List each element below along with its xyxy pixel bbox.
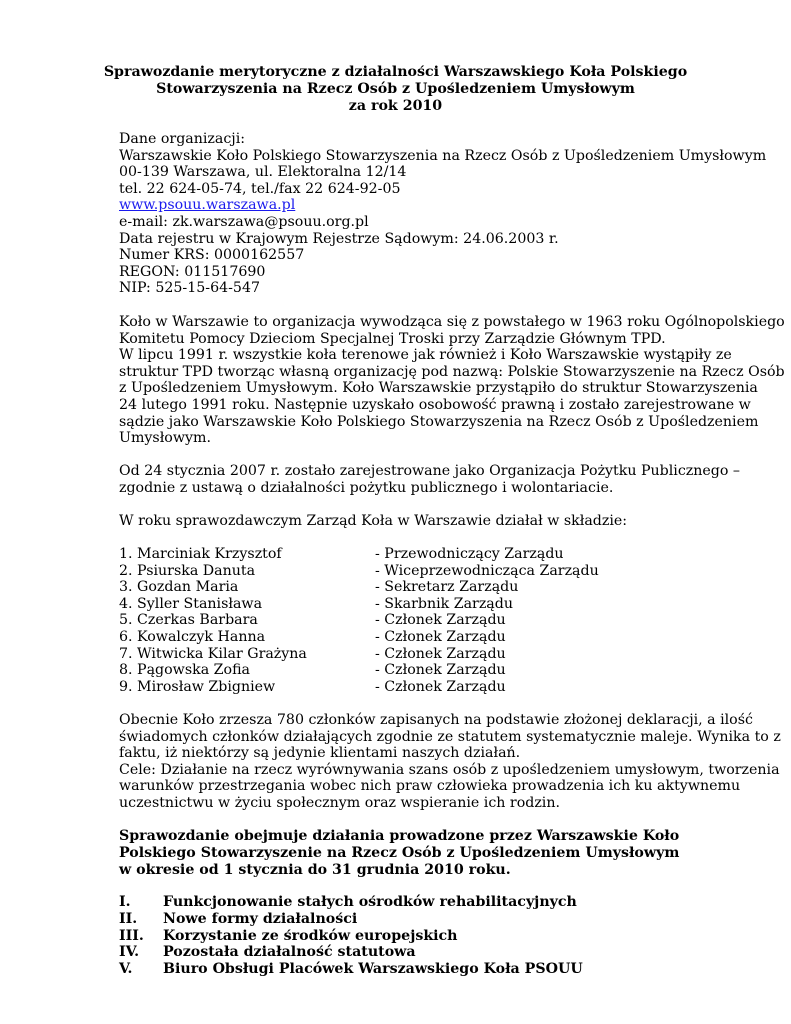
title-line-3: za rok 2010: [348, 97, 443, 114]
report-title: [0, 64, 791, 114]
board-member-row: [119, 546, 719, 563]
member-role: - Przewodniczący Zarządu: [375, 546, 564, 562]
toc-text: Korzystanie ze środków europejskich: [163, 927, 458, 944]
opp-paragraph: [119, 463, 741, 496]
paragraph-line: Cele: Działanie na rzecz wyrównywania szans osób z upośledzeniem umysłowym, tworzenia: [119, 761, 780, 778]
member-name: 1. Marciniak Krzysztof: [119, 546, 282, 562]
toc-text: Nowe formy działalności: [163, 910, 358, 927]
org-email: e-mail: zk.warszawa@psouu.org.pl: [119, 213, 369, 230]
toc-number: IV.: [119, 944, 140, 961]
title-line-1: Sprawozdanie merytoryczne z działalności Warszawskiego Koła Polskiego: [103, 64, 688, 80]
board-member-row: [119, 629, 719, 646]
toc-item: [119, 961, 719, 978]
org-nip: NIP: 525-15-64-547: [119, 280, 260, 297]
board-member-row: [119, 563, 719, 580]
toc-text: Funkcjonowanie stałych ośrodków rehabilitacyjnych: [163, 894, 577, 910]
org-regon: REGON: 011517690: [119, 263, 266, 280]
history-paragraph: [119, 314, 785, 447]
paragraph-line: świadomych członków działających zgodnie ze statutem systematycznie maleje. Wynika to z: [119, 728, 781, 745]
member-name: 8. Pągowska Zofia: [119, 662, 250, 679]
member-name: 3. Gozdan Maria: [119, 579, 239, 596]
board-intro-text: W roku sprawozdawczym Zarząd Koła w Warszawie działał w składzie:: [119, 513, 628, 529]
toc-item: [119, 928, 719, 945]
toc-number: V.: [119, 961, 133, 978]
paragraph-line: zgodnie z ustawą o działalności pożytku publicznego i wolontariacie.: [119, 479, 614, 496]
member-role: - Członek Zarządu: [375, 678, 506, 695]
paragraph-line: Umysłowym.: [119, 430, 211, 447]
org-website-link[interactable]: www.psouu.warszawa.pl: [119, 197, 296, 214]
org-phone: tel. 22 624-05-74, tel./fax 22 624-92-05: [119, 180, 401, 197]
member-role: - Sekretarz Zarządu: [375, 579, 519, 596]
paragraph-line: 24 lutego 1991 roku. Następnie uzyskało osobowość prawną i zostało zarejestrowane w: [119, 396, 751, 413]
member-name: 4. Syller Stanisława: [119, 595, 263, 612]
board-member-row: [119, 579, 719, 596]
paragraph-line: warunków przestrzegania wobec nich praw człowieka prowadzenia ich ku aktywnemu: [119, 778, 741, 795]
scope-line: Sprawozdanie obejmuje działania prowadzone przez Warszawskie Koło: [119, 828, 680, 844]
board-intro: [119, 513, 719, 530]
org-krs: Numer KRS: 0000162557: [119, 247, 305, 264]
scope-line: w okresie od 1 stycznia do 31 grudnia 2010 roku.: [119, 861, 511, 878]
member-role: - Członek Zarządu: [375, 628, 506, 645]
members-paragraph: [119, 712, 781, 812]
member-role: - Wiceprzewodnicząca Zarządu: [375, 562, 599, 579]
paragraph-line: Obecnie Koło zrzesza 780 członków zapisanych na podstawie złożonej deklaracji, a ilość: [119, 712, 753, 728]
board-member-row: [119, 612, 719, 629]
board-member-row: [119, 662, 719, 679]
paragraph-line: struktur TPD tworząc własną organizację pod nazwą: Polskie Stowarzyszenie na Rzecz Osób: [119, 363, 785, 380]
toc-number: I.: [119, 894, 131, 910]
scope-line: Polskiego Stowarzyszenie na Rzecz Osób z Upośledzeniem Umysłowym: [119, 844, 680, 861]
toc-text: Biuro Obsługi Placówek Warszawskiego Koła PSOUU: [163, 961, 583, 978]
member-role: - Członek Zarządu: [375, 662, 506, 679]
member-role: - Członek Zarządu: [375, 612, 506, 629]
table-of-contents: [119, 894, 719, 978]
board-member-row: [119, 679, 719, 696]
member-name: 9. Mirosław Zbigniew: [119, 678, 276, 695]
paragraph-line: Koło w Warszawie to organizacja wywodząca się z powstałego w 1963 roku Ogólnopolskiego: [119, 314, 785, 330]
paragraph-line: z Upośledzeniem Umysłowym. Koło Warszawskie przystąpiło do struktur Stowarzyszenia: [119, 380, 758, 397]
title-line-2: Stowarzyszenia na Rzecz Osób z Upośledzeniem Umysłowym: [156, 80, 635, 97]
toc-item: [119, 911, 719, 928]
toc-number: III.: [119, 927, 144, 944]
org-address: 00-139 Warszawa, ul. Elektoralna 12/14: [119, 164, 407, 181]
toc-number: II.: [119, 910, 138, 927]
board-member-row: [119, 646, 719, 663]
member-role: - Członek Zarządu: [375, 645, 506, 662]
organization-details: [119, 131, 767, 297]
board-members-list: [119, 546, 719, 695]
paragraph-line: W lipcu 1991 r. wszystkie koła terenowe jak również i Koło Warszawskie wystąpiły ze: [119, 347, 732, 364]
paragraph-line: sądzie jako Warszawskie Koło Polskiego Stowarzyszenia na Rzecz Osób z Upośledzeniem: [119, 413, 759, 430]
report-scope: [119, 828, 719, 878]
paragraph-line: uczestnictwu w życiu społecznym oraz wspieranie ich rodzin.: [119, 794, 560, 811]
toc-item: [119, 944, 719, 961]
board-member-row: [119, 596, 719, 613]
member-role: - Skarbnik Zarządu: [375, 595, 513, 612]
member-name: 2. Psiurska Danuta: [119, 562, 256, 579]
member-name: 7. Witwicka Kilar Grażyna: [119, 645, 307, 662]
paragraph-line: Komitetu Pomocy Dzieciom Specjalnej Troski przy Zarządzie Głównym TPD.: [119, 330, 666, 347]
toc-text: Pozostała działalność statutowa: [163, 944, 416, 961]
paragraph-line: Od 24 stycznia 2007 r. zostało zarejestrowane jako Organizacja Pożytku Publicznego –: [119, 463, 741, 479]
member-name: 5. Czerkas Barbara: [119, 612, 258, 629]
org-header: Dane organizacji:: [119, 131, 246, 147]
org-registry-date: Data rejestru w Krajowym Rejestrze Sądowym: 24.06.2003 r.: [119, 230, 559, 247]
toc-item: [119, 894, 719, 911]
paragraph-line: faktu, iż niektórzy są jedynie klientami naszych działań.: [119, 745, 521, 762]
org-name: Warszawskie Koło Polskiego Stowarzyszenia na Rzecz Osób z Upośledzeniem Umysłowym: [119, 147, 767, 164]
member-name: 6. Kowalczyk Hanna: [119, 628, 266, 645]
